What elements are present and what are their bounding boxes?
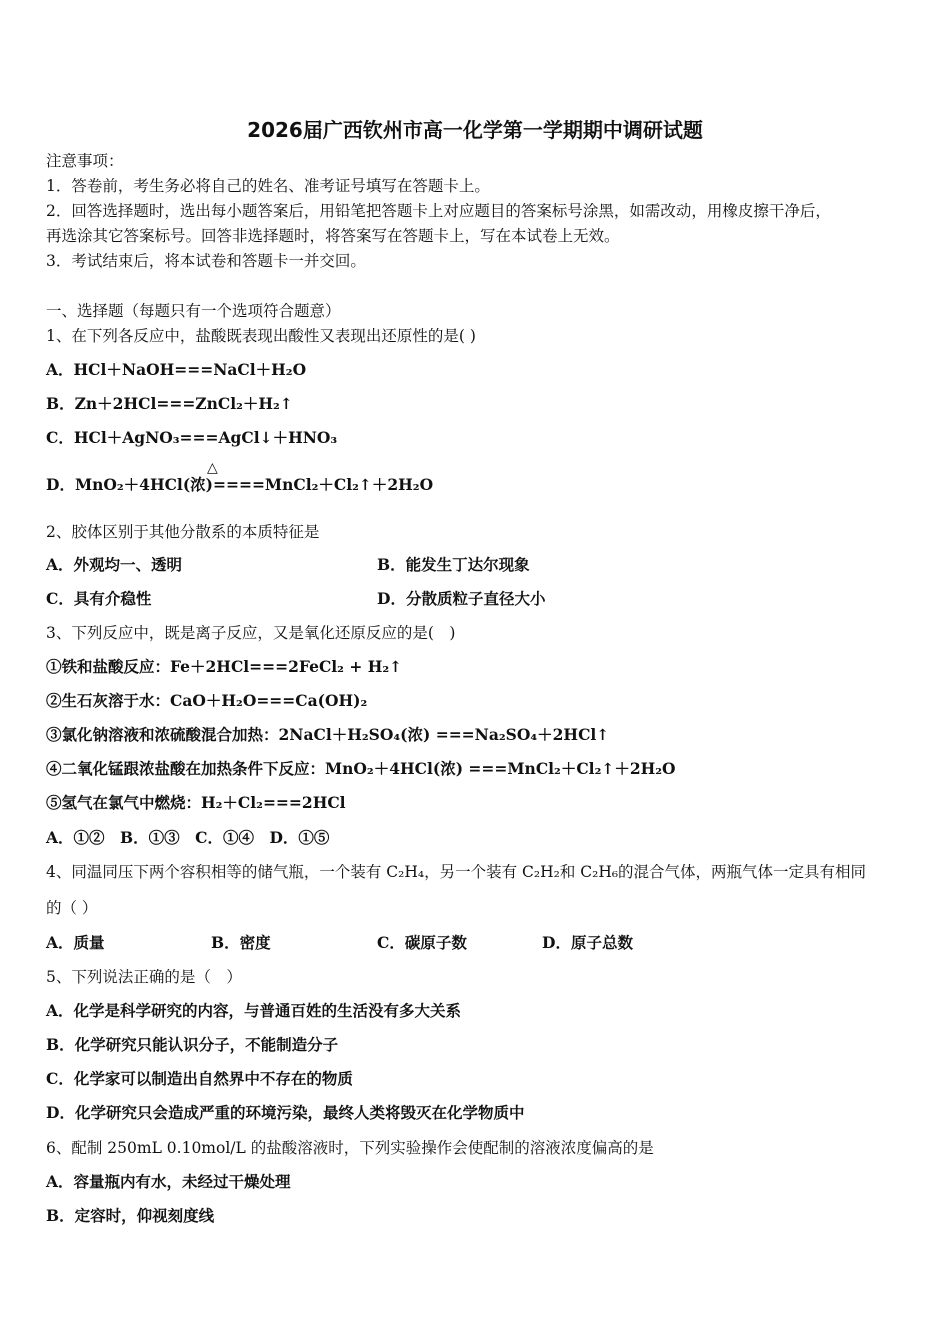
section-heading: 一、选择题（每题只有一个选项符合题意）	[46, 302, 341, 320]
q3-item-1: ①铁和盐酸反应：Fe＋2HCl===2FeCl₂ + H₂↑	[46, 657, 403, 676]
q2-stem: 2、胶体区别于其他分散系的本质特征是	[46, 523, 320, 541]
q6-option-a: A．容量瓶内有水，未经过干燥处理	[46, 1172, 291, 1191]
q5-option-c: C．化学家可以制造出自然界中不存在的物质	[46, 1069, 353, 1088]
notice-item-3: 3．考试结束后，将本试卷和答题卡一并交回。	[46, 252, 366, 270]
q5-option-d: D．化学研究只会造成严重的环境污染，最终人类将毁灭在化学物质中	[46, 1103, 525, 1122]
q6-option-b: B．定容时，仰视刻度线	[46, 1206, 215, 1225]
q1-option-c: C．HCl＋AgNO₃===AgCl↓＋HNO₃	[46, 428, 338, 447]
q3-item-3: ③氯化钠溶液和浓硫酸混合加热：2NaCl＋H₂SO₄(浓) ===Na₂SO₄＋2HCl↑	[46, 725, 610, 744]
q1-stem: 1、在下列各反应中，盐酸既表现出酸性又表现出还原性的是( )	[46, 327, 476, 345]
q6-stem: 6、配制 250mL 0.10mol/L 的盐酸溶液时，下列实验操作会使配制的溶液浓度偏高的是	[46, 1139, 654, 1157]
q4-option-a: A．质量	[46, 933, 105, 952]
q5-stem: 5、下列说法正确的是（ ）	[46, 968, 242, 986]
notice-item-1: 1．答卷前，考生务必将自己的姓名、准考证号填写在答题卡上。	[46, 177, 490, 195]
q4-stem-cont: 的（ ）	[46, 899, 98, 917]
q4-option-b: B．密度	[211, 933, 271, 952]
page-title: 2026届广西钦州市高一化学第一学期期中调研试题	[247, 118, 703, 142]
notice-heading: 注意事项：	[46, 152, 124, 170]
q5-option-a: A．化学是科学研究的内容，与普通百姓的生活没有多大关系	[46, 1001, 462, 1020]
q2-option-b: B．能发生丁达尔现象	[377, 555, 530, 574]
q3-options: A．①② B．①③ C．①④ D．①⑤	[46, 828, 330, 847]
q2-option-c: C．具有介稳性	[46, 589, 152, 608]
q4-option-c: C．碳原子数	[377, 933, 467, 952]
q3-stem: 3、下列反应中，既是离子反应，又是氧化还原反应的是( )	[46, 624, 456, 642]
q3-item-4: ④二氧化锰跟浓盐酸在加热条件下反应：MnO₂＋4HCl(浓) ===MnCl₂＋Cl₂↑＋2H₂O	[46, 759, 676, 778]
heat-triangle-icon: △	[207, 460, 218, 476]
q1-option-d: D．MnO₂＋4HCl(浓)====MnCl₂＋Cl₂↑＋2H₂O	[46, 475, 434, 494]
q3-item-5: ⑤氢气在氯气中燃烧：H₂＋Cl₂===2HCl	[46, 793, 346, 812]
q4-stem: 4、同温同压下两个容积相等的储气瓶，一个装有 C₂H₄，另一个装有 C₂H₂和 C₂H₆的混合气体，两瓶气体一定具有相同	[46, 863, 867, 881]
q3-item-2: ②生石灰溶于水：CaO＋H₂O===Ca(OH)₂	[46, 691, 368, 710]
q1-option-b: B．Zn＋2HCl===ZnCl₂＋H₂↑	[46, 394, 293, 413]
notice-item-2: 2．回答选择题时，选出每小题答案后，用铅笔把答题卡上对应题目的答案标号涂黑，如需改动，用橡皮擦干净后，	[46, 202, 831, 220]
q2-option-a: A．外观均一、透明	[46, 555, 183, 574]
q2-option-d: D．分散质粒子直径大小	[377, 589, 546, 608]
notice-item-2-cont: 再选涂其它答案标号。回答非选择题时，将答案写在答题卡上，写在本试卷上无效。	[46, 227, 620, 245]
q5-option-b: B．化学研究只能认识分子，不能制造分子	[46, 1035, 339, 1054]
q4-option-d: D．原子总数	[542, 933, 633, 952]
q1-option-a: A．HCl＋NaOH===NaCl＋H₂O	[46, 360, 307, 379]
